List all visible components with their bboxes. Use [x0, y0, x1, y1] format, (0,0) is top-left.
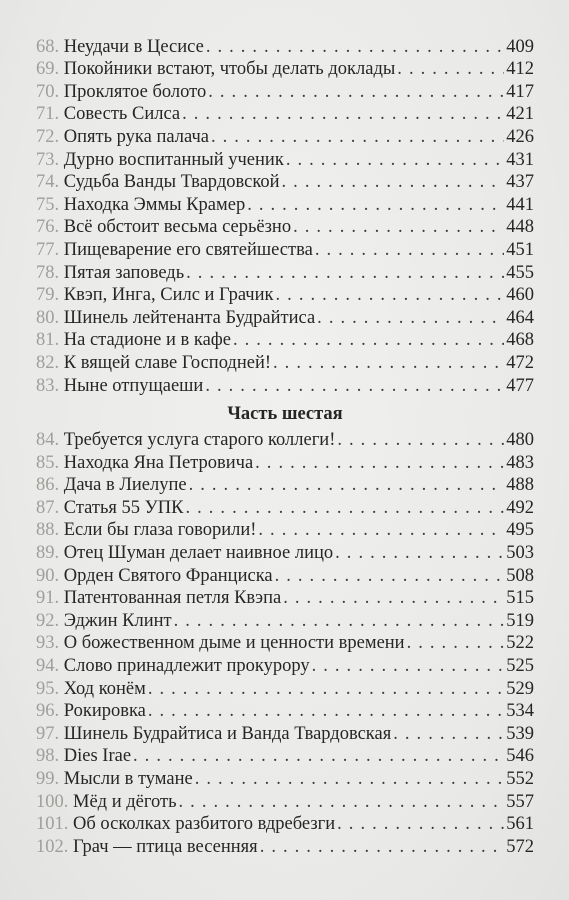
chapter-title: Совесть Силса — [63, 104, 181, 125]
page-number: 515 — [506, 588, 534, 609]
page-number: 572 — [506, 836, 534, 857]
chapter-title: Dies Irae — [63, 746, 132, 767]
toc-entry — [36, 813, 534, 836]
toc-entry — [36, 171, 534, 194]
chapter-title: Орден Святого Франциска — [63, 565, 273, 586]
dot-leader — [255, 452, 504, 474]
dot-leader — [211, 126, 504, 148]
toc-entry — [36, 125, 534, 148]
chapter-title: Если бы глаза говорили! — [63, 520, 257, 541]
chapter-number: 88. — [36, 520, 60, 541]
toc-entry — [36, 238, 534, 261]
chapter-number: 98. — [36, 746, 60, 767]
page-number: 431 — [506, 149, 534, 170]
chapter-number: 77. — [36, 239, 60, 260]
chapter-title: Патентованная петля Квэпа — [63, 588, 282, 609]
chapter-number: 100. — [36, 791, 69, 812]
page-number: 519 — [506, 610, 534, 631]
chapter-title: К вящей славе Господней! — [63, 352, 272, 373]
toc-entry — [36, 767, 534, 790]
table-of-contents — [36, 35, 534, 858]
page-number: 480 — [506, 430, 534, 451]
chapter-number: 84. — [36, 430, 60, 451]
chapter-title: Слово принадлежит прокурору — [63, 656, 310, 677]
chapter-number: 79. — [36, 285, 60, 306]
chapter-title: Шинель лейтенанта Будрайтиса — [63, 307, 316, 328]
dot-leader — [335, 542, 504, 564]
page-number: 477 — [506, 375, 534, 396]
chapter-number: 86. — [36, 475, 60, 496]
page-number: 525 — [506, 656, 534, 677]
dot-leader — [293, 216, 504, 238]
dot-leader — [283, 587, 504, 609]
chapter-number: 78. — [36, 262, 60, 283]
toc-entry — [36, 80, 534, 103]
dot-leader — [195, 768, 505, 790]
chapter-number: 101. — [36, 814, 69, 835]
toc-entry — [36, 700, 534, 723]
chapter-title: Ход конём — [63, 678, 146, 699]
toc-entry — [36, 351, 534, 374]
chapter-title: О божественном дыме и ценности времени — [63, 633, 405, 654]
page-number: 455 — [506, 262, 534, 283]
dot-leader — [312, 655, 505, 677]
chapter-number: 72. — [36, 126, 60, 147]
chapter-number: 92. — [36, 610, 60, 631]
toc-entry — [36, 519, 534, 542]
page-number: 483 — [506, 452, 534, 473]
chapter-number: 97. — [36, 723, 60, 744]
dot-leader — [258, 519, 504, 541]
dot-leader — [275, 565, 505, 587]
dot-leader — [407, 632, 505, 654]
chapter-number: 80. — [36, 307, 60, 328]
chapter-number: 93. — [36, 633, 60, 654]
toc-entry — [36, 429, 534, 452]
page-number: 451 — [506, 239, 534, 260]
chapter-number: 81. — [36, 330, 60, 351]
chapter-number: 73. — [36, 149, 60, 170]
toc-entry — [36, 58, 534, 81]
dot-leader — [185, 497, 504, 519]
chapter-title: Мёд и дёготь — [73, 791, 177, 812]
dot-leader — [182, 103, 504, 125]
toc-entry — [36, 609, 534, 632]
toc-entry — [36, 654, 534, 677]
toc-entry — [36, 284, 534, 307]
chapter-title: Пятая заповедь — [63, 262, 185, 283]
page-number: 546 — [506, 746, 534, 767]
dot-leader — [206, 36, 504, 58]
part-six-list — [36, 429, 534, 858]
dot-leader — [205, 375, 504, 397]
toc-entry — [36, 103, 534, 126]
chapter-number: 91. — [36, 588, 60, 609]
page-number: 421 — [506, 104, 534, 125]
chapter-title: Квэп, Инга, Силс и Грачик — [63, 285, 274, 306]
chapter-number: 85. — [36, 452, 60, 473]
chapter-number: 69. — [36, 59, 60, 80]
toc-entry — [36, 564, 534, 587]
toc-entry — [36, 722, 534, 745]
page-number: 492 — [506, 497, 534, 518]
toc-entry — [36, 632, 534, 655]
dot-leader — [189, 474, 505, 496]
dot-leader — [186, 262, 504, 284]
chapter-title: Эджин Клинт — [63, 610, 172, 631]
chapter-title: Опять рука палача — [63, 126, 209, 147]
chapter-title: Судьба Ванды Твардовской — [63, 172, 280, 193]
chapter-number: 96. — [36, 701, 60, 722]
chapter-number: 95. — [36, 678, 60, 699]
page-number: 552 — [506, 769, 534, 789]
toc-entry — [36, 35, 534, 58]
dot-leader — [133, 745, 504, 767]
page-number: 529 — [506, 678, 534, 699]
page-number: 534 — [506, 701, 534, 722]
toc-entry — [36, 261, 534, 284]
page-number: 557 — [506, 791, 534, 812]
dot-leader — [397, 58, 504, 80]
chapter-title: Статья 55 УПК — [63, 497, 184, 518]
chapter-title: Покойники встают, чтобы делать доклады — [63, 59, 396, 80]
page-number: 464 — [506, 307, 534, 328]
page-number: 460 — [506, 285, 534, 306]
chapter-title: Ныне отпущаеши — [63, 375, 204, 396]
chapter-title: Пищеварение его святейшества — [63, 239, 313, 260]
chapter-title: Неудачи в Цесисе — [63, 36, 204, 57]
chapter-title: Шинель Будрайтиса и Ванда Твардовская — [63, 723, 392, 744]
toc-entry — [36, 148, 534, 171]
toc-entry — [36, 374, 534, 397]
dot-leader — [208, 81, 504, 103]
page-number: 503 — [506, 543, 534, 564]
dot-leader — [337, 813, 504, 835]
dot-leader — [286, 149, 504, 171]
page-number: 561 — [506, 814, 534, 835]
chapter-number: 94. — [36, 656, 60, 677]
toc-entry — [36, 216, 534, 239]
chapter-title: Проклятое болото — [63, 81, 207, 102]
chapter-number: 68. — [36, 36, 60, 57]
dot-leader — [317, 307, 504, 329]
chapter-title: Всё обстоит весьма серьёзно — [63, 217, 292, 238]
toc-entry — [36, 790, 534, 813]
chapter-title: Требуется услуга старого коллеги! — [63, 430, 336, 451]
dot-leader — [148, 700, 504, 722]
toc-entry — [36, 541, 534, 564]
page-number: 417 — [506, 81, 534, 102]
toc-entry — [36, 496, 534, 519]
dot-leader — [273, 352, 504, 374]
chapter-number: 75. — [36, 194, 60, 215]
page-number: 522 — [506, 633, 534, 654]
toc-entry — [36, 587, 534, 610]
part-five-list — [36, 35, 534, 397]
dot-leader — [174, 610, 505, 632]
dot-leader — [260, 836, 505, 858]
chapter-number: 89. — [36, 543, 60, 564]
dot-leader — [276, 284, 505, 306]
page-number: 472 — [506, 352, 534, 373]
chapter-title: Мысли в тумане — [63, 769, 193, 789]
chapter-title: Об осколках разбитого вдребезги — [73, 814, 336, 835]
dot-leader — [282, 171, 505, 193]
dot-leader — [179, 791, 505, 813]
chapter-title: Находка Яна Петровича — [63, 452, 254, 473]
toc-entry — [36, 474, 534, 497]
chapter-title: Грач — птица весенняя — [73, 836, 258, 857]
chapter-number: 99. — [36, 769, 60, 789]
dot-leader — [393, 723, 504, 745]
chapter-title: Дача в Лиелупе — [63, 475, 187, 496]
toc-entry — [36, 835, 534, 858]
toc-entry — [36, 329, 534, 352]
chapter-number: 70. — [36, 81, 60, 102]
toc-entry — [36, 306, 534, 329]
chapter-title: Отец Шуман делает наивное лицо — [63, 543, 334, 564]
dot-leader — [315, 239, 504, 261]
page-number: 441 — [506, 194, 534, 215]
page-number: 448 — [506, 217, 534, 238]
page-number: 488 — [506, 475, 534, 496]
chapter-number: 83. — [36, 375, 60, 396]
page-number: 412 — [506, 59, 534, 80]
chapter-number: 87. — [36, 497, 60, 518]
dot-leader — [247, 194, 504, 216]
dot-leader — [233, 329, 504, 351]
page-number: 495 — [506, 520, 534, 541]
toc-entry — [36, 451, 534, 474]
page-number: 437 — [506, 172, 534, 193]
page-number: 409 — [506, 36, 534, 57]
toc-entry — [36, 193, 534, 216]
chapter-number: 102. — [36, 836, 69, 857]
page-number: 508 — [506, 565, 534, 586]
chapter-title: Находка Эммы Крамер — [63, 194, 246, 215]
chapter-number: 76. — [36, 217, 60, 238]
chapter-number: 74. — [36, 172, 60, 193]
chapter-title: На стадионе и в кафе — [63, 330, 231, 351]
dot-leader — [148, 678, 504, 700]
chapter-title: Дурно воспитанный ученик — [63, 149, 284, 170]
dot-leader — [337, 429, 504, 451]
page-number: 539 — [506, 723, 534, 744]
chapter-title: Рокировка — [63, 701, 146, 722]
page-number: 468 — [506, 330, 534, 351]
chapter-number: 71. — [36, 104, 60, 125]
chapter-number: 82. — [36, 352, 60, 373]
toc-entry — [36, 677, 534, 700]
page-number: 426 — [506, 126, 534, 147]
chapter-number: 90. — [36, 565, 60, 586]
section-heading-part-six: Часть шестая — [227, 403, 343, 424]
toc-entry — [36, 745, 534, 768]
